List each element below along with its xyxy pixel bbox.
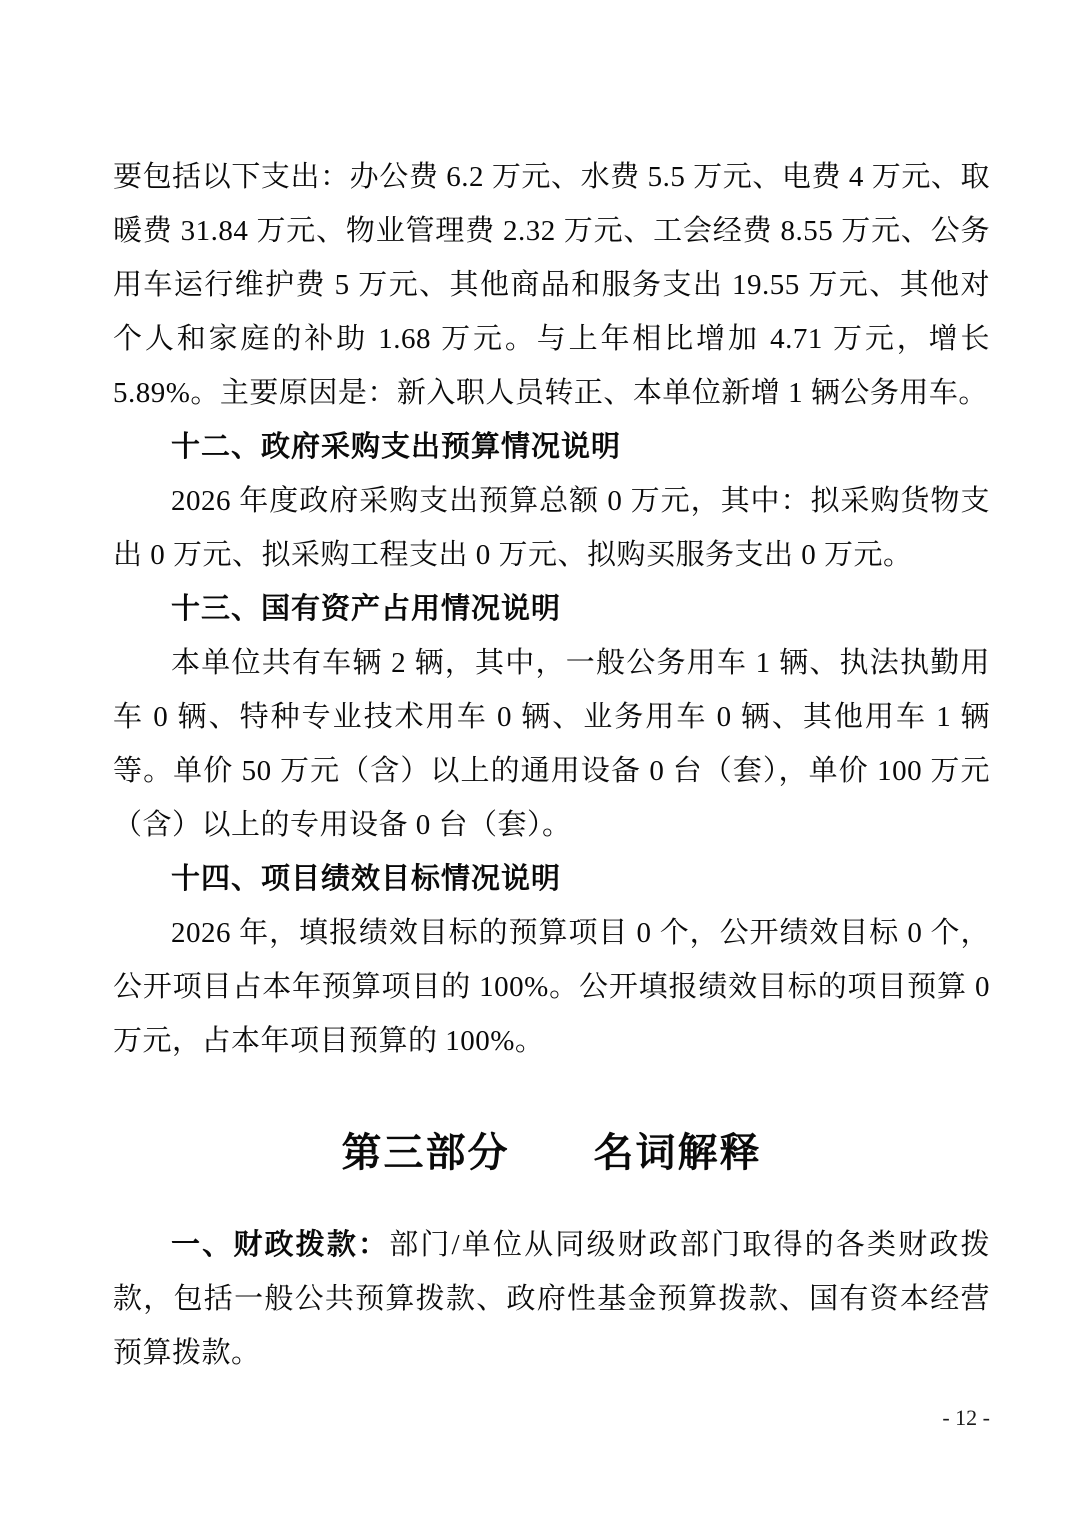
section-heading-12-government-procurement: 十二、政府采购支出预算情况说明 (171, 431, 622, 463)
section-heading-13-state-assets: 十三、国有资产占用情况说明 (171, 593, 562, 625)
part3-title-glossary: 第三部分 名词解释 (341, 1131, 762, 1175)
term-label-fiscal-appropriation: 一、财政拨款： (171, 1229, 390, 1261)
term-definition-fiscal-appropriation: 部门/单位从同级财政部门取得的各类财政拨款，包括一般公共预算拨款、政府性基金预算拨款、国有资本经营预算拨款。 (113, 1229, 990, 1369)
paragraph-continuation-expenses: 要包括以下支出：办公费 6.2 万元、水费 5.5 万元、电费 4 万元、取暖费 31.84 万元、物业管理费 2.32 万元、工会经费 8.55 万元、公务用车运行维护费 5 万元、其他商品和服务支出 19.55 万元、其他对个人和家庭的补助 1.68 万元。与上年相比增加 4.71 万元，增长 5.89%。主要原因是：新入职人员转正、本单位新增 1 辆公务用车。 (113, 161, 990, 409)
paragraph-section-14-body: 2026 年，填报绩效目标的预算项目 0 个，公开绩效目标 0 个，公开项目占本年预算项目的 100%。公开填报绩效目标的项目预算 0 万元，占本年项目预算的 100%。 (113, 917, 990, 1057)
section-heading-14-performance-targets: 十四、项目绩效目标情况说明 (171, 863, 562, 895)
page-number: - 12 - (942, 1405, 990, 1430)
paragraph-term-fiscal-appropriation (113, 1218, 990, 1380)
paragraph-section-13-body: 本单位共有车辆 2 辆，其中，一般公务用车 1 辆、执法执勤用车 0 辆、特种专业技术用车 0 辆、业务用车 0 辆、其他用车 1 辆等。单价 50 万元（含）以上的通用设备 0 台（套），单价 100 万元（含）以上的专用设备 0 台（套）。 (113, 647, 990, 841)
paragraph-section-12-body: 2026 年度政府采购支出预算总额 0 万元，其中：拟采购货物支出 0 万元、拟采购工程支出 0 万元、拟购买服务支出 0 万元。 (113, 485, 990, 571)
